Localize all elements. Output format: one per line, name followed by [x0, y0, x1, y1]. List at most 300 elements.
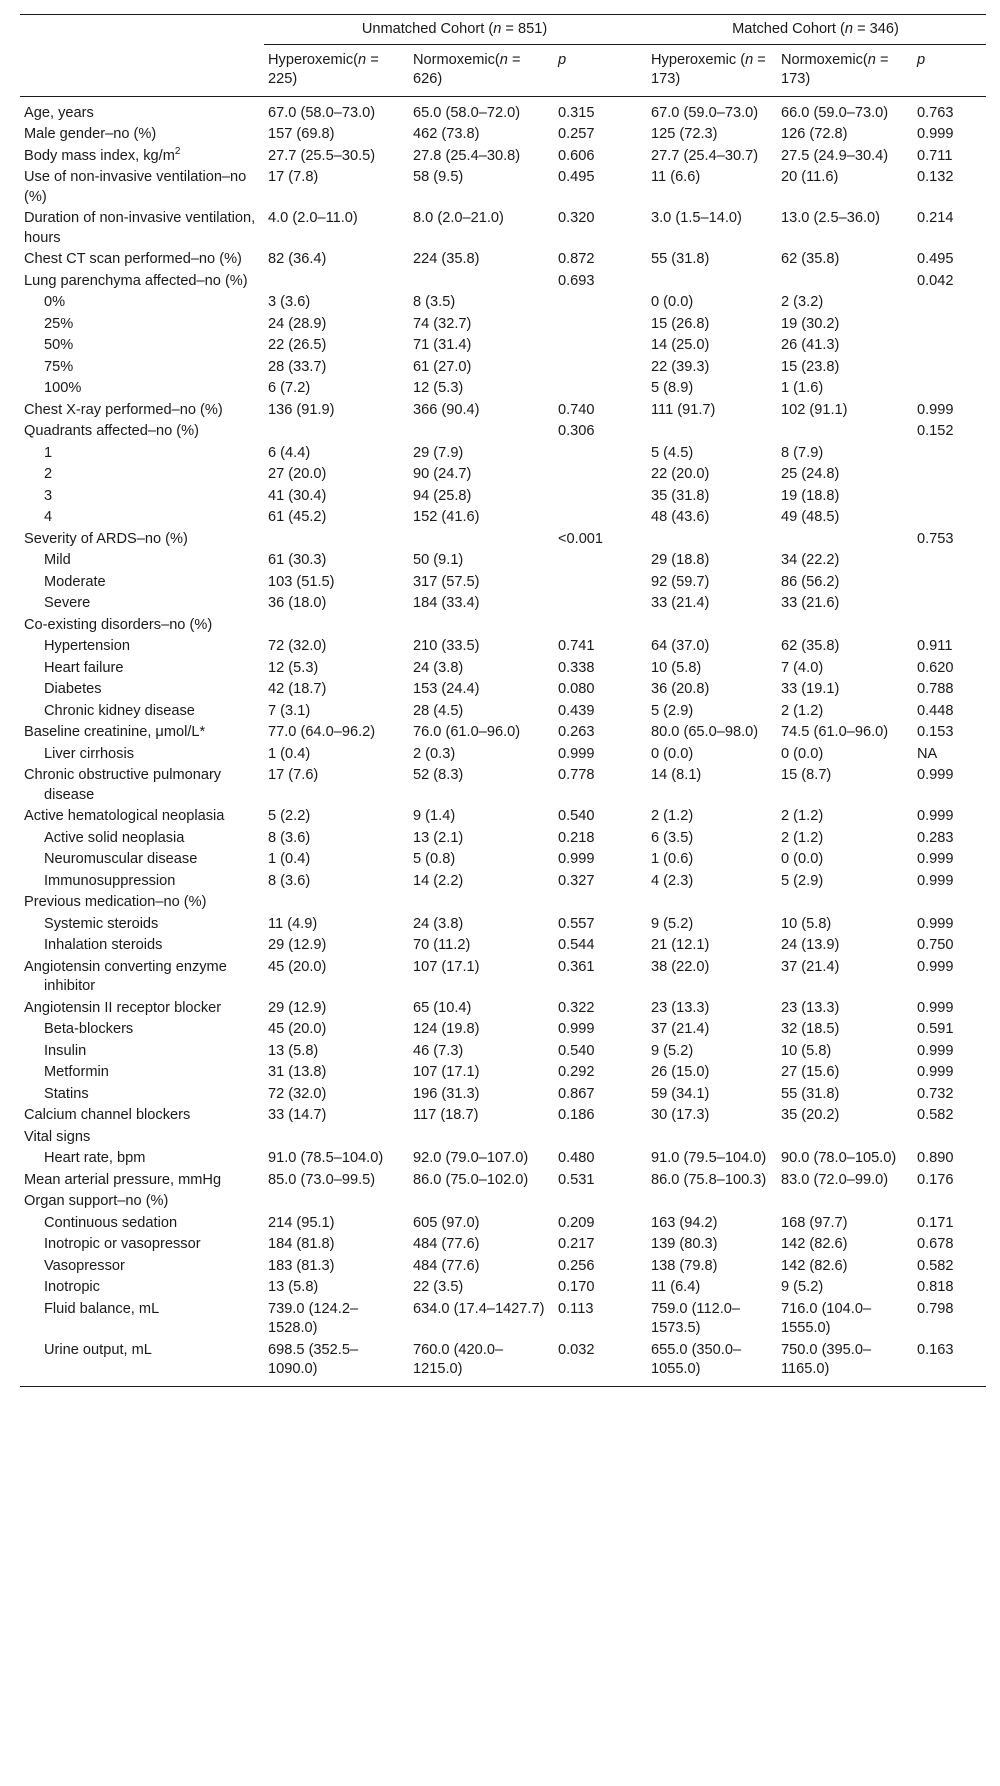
value-cell: 67.0 (59.0–73.0): [651, 104, 759, 121]
table-row: [20, 357, 986, 379]
value-cell: 0.171: [917, 1214, 954, 1231]
value-cell: 214 (95.1): [268, 1214, 335, 1231]
row-label-cell: [20, 1084, 264, 1106]
value-cell: 605 (97.0): [413, 1214, 480, 1231]
row-label: Vasopressor: [44, 1257, 125, 1274]
row-label: Heart failure: [44, 659, 124, 676]
row-label: Systemic steroids: [44, 915, 159, 932]
value-cell: 61 (30.3): [268, 552, 327, 568]
value-cell: 124 (19.8): [413, 1021, 480, 1037]
value-cell: [554, 464, 647, 486]
value-cell: [913, 378, 986, 400]
value-cell: [913, 593, 986, 615]
value-cell: 138 (79.8): [651, 1257, 718, 1274]
value-cell: 77.0 (64.0–96.2): [268, 724, 376, 740]
row-label: Duration of non-invasive ventilation, hours: [24, 210, 256, 246]
row-label-cell: [20, 292, 264, 314]
unmatched-n: n: [493, 21, 502, 37]
value-cell: 0.999: [917, 999, 954, 1016]
value-cell: 2 (1.2): [781, 829, 824, 846]
value-cell: 0.163: [917, 1341, 954, 1358]
value-cell: [913, 1127, 986, 1149]
row-label-cell: [20, 806, 264, 828]
row-label: Beta-blockers: [44, 1021, 134, 1037]
value-cell: [554, 292, 647, 314]
value-cell: 0.999: [917, 872, 954, 889]
row-label-cell: [20, 1105, 264, 1127]
row-label-cell: [20, 1041, 264, 1063]
value-cell: 1 (0.6): [651, 851, 694, 867]
value-cell: 0.152: [917, 423, 954, 439]
value-cell: 107 (17.1): [413, 1064, 480, 1080]
value-cell: 2 (1.2): [651, 808, 694, 824]
column-header-1: [409, 44, 554, 96]
value-cell: [913, 550, 986, 572]
row-label: Chest X-ray performed–no (%): [24, 401, 223, 418]
row-label-cell: [20, 378, 264, 400]
value-cell: 0.080: [558, 681, 595, 697]
column-header-2: [554, 44, 647, 96]
row-label-cell: [20, 1299, 264, 1340]
value-cell: 168 (97.7): [781, 1214, 848, 1231]
value-cell: [554, 550, 647, 572]
row-label-cell: [20, 314, 264, 336]
value-cell: 65 (10.4): [413, 999, 472, 1016]
value-cell: 23 (13.3): [651, 999, 710, 1016]
row-label: Fluid balance, mL: [44, 1300, 160, 1317]
column-header-0: [264, 44, 409, 96]
table-row: [20, 765, 986, 806]
table-row: [20, 615, 986, 637]
value-cell: 22 (3.5): [413, 1279, 464, 1295]
row-label-cell: [20, 271, 554, 293]
value-cell: 0.711: [917, 147, 953, 164]
row-label: Immunosuppression: [44, 872, 176, 889]
value-cell: 90 (24.7): [413, 466, 472, 482]
row-label: 4: [44, 509, 53, 525]
column-header-label: Hyperoxemic (: [651, 51, 746, 68]
column-header-5: [913, 44, 986, 96]
value-cell: [777, 615, 913, 637]
value-cell: 9 (5.2): [781, 1279, 824, 1295]
value-cell: [409, 421, 554, 443]
value-cell: 750.0 (395.0–1165.0): [781, 1341, 872, 1377]
value-cell: 2 (1.2): [781, 808, 824, 824]
value-cell: 21 (12.1): [651, 937, 710, 953]
value-cell: 55 (31.8): [651, 251, 710, 267]
table-row: [20, 1105, 986, 1127]
row-label-cell: [20, 124, 264, 146]
value-cell: 1 (0.4): [268, 851, 311, 867]
row-label: Chest CT scan performed–no (%): [24, 251, 242, 267]
value-cell: 31 (13.8): [268, 1064, 327, 1080]
value-cell: 5 (0.8): [413, 851, 456, 867]
row-label-cell: [20, 1256, 264, 1278]
value-cell: 10 (5.8): [781, 1042, 832, 1059]
row-label-cell: [20, 849, 264, 871]
row-label: Angiotensin converting enzyme inhibitor: [24, 958, 227, 994]
empty-header-cell: [20, 15, 264, 45]
value-cell: 29 (18.8): [651, 552, 710, 568]
value-cell: [409, 615, 554, 637]
column-header-italic: p: [917, 51, 926, 68]
value-cell: 0.750: [917, 937, 954, 953]
row-label: Liver cirrhosis: [44, 745, 135, 762]
row-label: Male gender–no (%): [24, 126, 157, 142]
value-cell: 19 (30.2): [781, 315, 840, 332]
row-label-cell: [20, 1277, 264, 1299]
table-row: [20, 124, 986, 146]
value-cell: 0.693: [558, 272, 595, 289]
value-cell: [647, 421, 777, 443]
row-label: Body mass index, kg/m: [24, 147, 175, 164]
value-cell: 9 (1.4): [413, 808, 456, 824]
value-cell: 0.495: [558, 169, 595, 185]
value-cell: 0.818: [917, 1279, 954, 1295]
value-cell: 1 (0.4): [268, 745, 311, 762]
value-cell: 655.0 (350.0–1055.0): [651, 1341, 742, 1377]
value-cell: 5 (8.9): [651, 380, 694, 396]
value-cell: 5 (4.5): [651, 444, 694, 461]
value-cell: 0.480: [558, 1150, 595, 1166]
table-row: [20, 1019, 986, 1041]
row-label: Co-existing disorders–no (%): [24, 616, 213, 633]
value-cell: 103 (51.5): [268, 573, 335, 590]
row-label: Inhalation steroids: [44, 937, 163, 953]
value-cell: 45 (20.0): [268, 1021, 327, 1037]
value-cell: 28 (33.7): [268, 358, 327, 375]
value-cell: 163 (94.2): [651, 1214, 718, 1231]
value-cell: 152 (41.6): [413, 509, 480, 525]
value-cell: 0.306: [558, 423, 595, 439]
value-cell: 33 (19.1): [781, 681, 840, 697]
table-row: [20, 849, 986, 871]
table-row: [20, 550, 986, 572]
column-header-italic: n: [358, 51, 367, 68]
value-cell: 32 (18.5): [781, 1021, 840, 1037]
value-cell: 92 (59.7): [651, 573, 710, 590]
row-label-cell: [20, 529, 264, 551]
value-cell: 153 (24.4): [413, 681, 480, 697]
value-cell: 42 (18.7): [268, 681, 327, 697]
unmatched-cohort-header: [264, 15, 647, 45]
row-label: Previous medication–no (%): [24, 894, 207, 910]
row-label: Calcium channel blockers: [24, 1107, 191, 1123]
value-cell: 22 (20.0): [651, 466, 710, 482]
table-row: [20, 378, 986, 400]
table-row: [20, 400, 986, 422]
matched-label: Matched Cohort (: [732, 21, 845, 37]
row-label: Hypertension: [44, 638, 130, 654]
column-header-label: Normoxemic(: [413, 51, 500, 68]
table-row: [20, 1256, 986, 1278]
value-cell: 0 (0.0): [651, 294, 694, 310]
value-cell: 0.999: [917, 915, 954, 932]
value-cell: 9 (5.2): [651, 915, 694, 932]
value-cell: 224 (35.8): [413, 251, 480, 267]
value-cell: 14 (25.0): [651, 337, 710, 353]
value-cell: 58 (9.5): [413, 169, 464, 185]
row-label-cell: [20, 998, 264, 1020]
value-cell: 27.5 (24.9–30.4): [781, 147, 889, 164]
value-cell: 0.911: [917, 638, 953, 654]
column-header-count: = 225): [268, 51, 379, 87]
value-cell: 92.0 (79.0–107.0): [413, 1150, 529, 1166]
value-cell: [554, 507, 647, 529]
value-cell: NA: [917, 745, 938, 762]
row-label-cell: [20, 1062, 264, 1084]
value-cell: 82 (36.4): [268, 251, 327, 267]
value-cell: 65.0 (58.0–72.0): [413, 104, 521, 121]
row-label: Neuromuscular disease: [44, 851, 198, 867]
value-cell: 0.999: [917, 767, 954, 783]
matched-cohort-header: [647, 15, 986, 45]
row-label-cell: [20, 1019, 264, 1041]
value-cell: 24 (3.8): [413, 915, 464, 932]
value-cell: 13 (5.8): [268, 1279, 319, 1295]
value-cell: [409, 1191, 554, 1213]
value-cell: 23 (13.3): [781, 999, 840, 1016]
value-cell: 70 (11.2): [413, 937, 471, 953]
value-cell: 0.292: [558, 1064, 595, 1080]
column-header-3: [647, 44, 777, 96]
value-cell: 5 (2.2): [268, 808, 311, 824]
value-cell: 0.214: [917, 210, 954, 226]
value-cell: [554, 335, 647, 357]
value-cell: 72 (32.0): [268, 1085, 327, 1102]
value-cell: 27.7 (25.5–30.5): [268, 147, 376, 164]
table-row: [20, 871, 986, 893]
table-row: [20, 1277, 986, 1299]
value-cell: 8.0 (2.0–21.0): [413, 210, 504, 226]
value-cell: 22 (26.5): [268, 337, 327, 353]
row-label: Mean arterial pressure, mmHg: [24, 1171, 222, 1188]
value-cell: 9 (5.2): [651, 1042, 694, 1059]
value-cell: 0.439: [558, 702, 595, 719]
value-cell: 29 (7.9): [413, 444, 464, 461]
value-cell: [913, 314, 986, 336]
row-label: Active hematological neoplasia: [24, 808, 225, 824]
row-label: Baseline creatinine, μmol/L*: [24, 724, 206, 740]
row-label-cell: [20, 464, 264, 486]
row-label: Inotropic: [44, 1279, 100, 1295]
value-cell: 0.032: [558, 1341, 595, 1358]
row-label-cell: [20, 507, 264, 529]
value-cell: 71 (31.4): [413, 337, 472, 353]
row-label-cell: [20, 892, 264, 914]
value-cell: 0.999: [917, 401, 954, 418]
column-header-italic: p: [558, 51, 567, 68]
value-cell: 91.0 (79.5–104.0): [651, 1150, 767, 1166]
row-label: Inotropic or vasopressor: [44, 1236, 201, 1252]
value-cell: [777, 1127, 913, 1149]
value-cell: 80.0 (65.0–98.0): [651, 724, 759, 740]
value-cell: 0.999: [558, 1021, 595, 1037]
value-cell: [554, 593, 647, 615]
column-header-row: [20, 44, 986, 96]
value-cell: 37 (21.4): [781, 958, 840, 975]
value-cell: 0.678: [917, 1236, 954, 1252]
value-cell: 13 (5.8): [268, 1042, 319, 1059]
value-cell: 33 (21.6): [781, 595, 840, 611]
value-cell: 0.890: [917, 1150, 954, 1166]
table-row: [20, 486, 986, 508]
value-cell: 10 (5.8): [781, 915, 832, 932]
value-cell: 196 (31.3): [413, 1085, 480, 1102]
value-cell: [554, 443, 647, 465]
value-cell: [554, 357, 647, 379]
value-cell: 0.778: [558, 767, 595, 783]
value-cell: 760.0 (420.0–1215.0): [413, 1341, 504, 1377]
row-label: Angiotensin II receptor blocker: [24, 999, 222, 1016]
value-cell: [647, 892, 777, 914]
value-cell: 0.999: [917, 1064, 954, 1080]
table-row: [20, 658, 986, 680]
value-cell: 15 (23.8): [781, 358, 840, 375]
value-cell: 0.999: [917, 1042, 954, 1059]
value-cell: 739.0 (124.2–1528.0): [268, 1300, 359, 1336]
value-cell: 0.544: [558, 937, 595, 953]
row-label: Statins: [44, 1085, 89, 1102]
table-row: [20, 167, 986, 208]
table-row: [20, 701, 986, 723]
value-cell: 6 (7.2): [268, 380, 311, 396]
table-row: [20, 314, 986, 336]
value-cell: 698.5 (352.5–1090.0): [268, 1341, 359, 1377]
table-row: [20, 722, 986, 744]
value-cell: 33 (21.4): [651, 595, 710, 611]
column-header-count: = 173): [781, 51, 889, 87]
table-row: [20, 744, 986, 766]
value-cell: [554, 1191, 647, 1213]
value-cell: 10 (5.8): [651, 659, 702, 676]
value-cell: 19 (18.8): [781, 487, 840, 504]
value-cell: [264, 529, 409, 551]
value-cell: 2 (0.3): [413, 745, 456, 762]
value-cell: <0.001: [558, 530, 604, 547]
value-cell: [777, 1191, 913, 1213]
row-label-cell: [20, 357, 264, 379]
value-cell: 0.531: [558, 1171, 595, 1188]
row-label-cell: [20, 572, 264, 594]
value-cell: [913, 443, 986, 465]
value-cell: 0.113: [558, 1300, 594, 1317]
row-label-cell: [20, 1234, 264, 1256]
value-cell: 24 (3.8): [413, 659, 464, 676]
value-cell: 17 (7.6): [268, 767, 319, 783]
table-row: [20, 1148, 986, 1170]
value-cell: 8 (7.9): [781, 444, 824, 461]
value-cell: 29 (12.9): [268, 999, 327, 1016]
value-cell: 74.5 (61.0–96.0): [781, 724, 889, 740]
empty-header-cell: [20, 44, 264, 96]
value-cell: [554, 615, 647, 637]
row-label-cell: [20, 400, 264, 422]
table-row: [20, 335, 986, 357]
value-cell: 8 (3.5): [413, 294, 456, 310]
row-label-cell: [20, 914, 264, 936]
row-label: Quadrants affected–no (%): [24, 423, 199, 439]
value-cell: 13.0 (2.5–36.0): [781, 210, 880, 226]
value-cell: 85.0 (73.0–99.5): [268, 1171, 376, 1188]
row-label-cell: [20, 1191, 264, 1213]
value-cell: 184 (33.4): [413, 595, 480, 611]
value-cell: [913, 486, 986, 508]
row-label-cell: [20, 1127, 264, 1149]
table-row: [20, 1340, 986, 1387]
table-body: [20, 96, 986, 1386]
value-cell: 86.0 (75.8–100.3): [651, 1171, 767, 1188]
table-row: [20, 935, 986, 957]
value-cell: [554, 1127, 647, 1149]
value-cell: 74 (32.7): [413, 315, 472, 332]
row-label-cell: [20, 636, 264, 658]
table-row: [20, 464, 986, 486]
table-row: [20, 998, 986, 1020]
value-cell: 125 (72.3): [651, 126, 718, 142]
value-cell: 0.132: [917, 169, 954, 185]
value-cell: 7 (3.1): [268, 702, 311, 719]
table-row: [20, 593, 986, 615]
value-cell: 0.186: [558, 1107, 595, 1123]
value-cell: 37 (21.4): [651, 1021, 710, 1037]
value-cell: 0.176: [917, 1171, 954, 1188]
value-cell: [264, 1191, 409, 1213]
value-cell: [554, 378, 647, 400]
value-cell: 45 (20.0): [268, 958, 327, 975]
value-cell: [647, 1191, 777, 1213]
table-row: [20, 443, 986, 465]
value-cell: 36 (18.0): [268, 595, 327, 611]
value-cell: 0.557: [558, 915, 595, 932]
value-cell: 22 (39.3): [651, 358, 710, 375]
row-label: Use of non-invasive ventilation–no (%): [24, 169, 247, 205]
table-row: [20, 507, 986, 529]
value-cell: 62 (35.8): [781, 251, 840, 267]
value-cell: 0.999: [558, 745, 595, 762]
row-label-cell: [20, 744, 264, 766]
value-cell: 67.0 (58.0–73.0): [268, 104, 376, 121]
row-label: Urine output, mL: [44, 1341, 152, 1358]
row-label-cell: [20, 679, 264, 701]
value-cell: 484 (77.6): [413, 1257, 480, 1274]
value-cell: 0.798: [917, 1300, 954, 1317]
value-cell: 59 (34.1): [651, 1085, 710, 1102]
row-label-cell: [20, 828, 264, 850]
value-cell: 6 (4.4): [268, 444, 311, 461]
value-cell: 27 (20.0): [268, 466, 327, 482]
value-cell: [913, 464, 986, 486]
value-cell: 0.256: [558, 1257, 595, 1274]
row-label-cell: [20, 1148, 264, 1170]
value-cell: 62 (35.8): [781, 638, 840, 654]
value-cell: 27.7 (25.4–30.7): [651, 147, 759, 164]
value-cell: 83.0 (72.0–99.0): [781, 1171, 889, 1188]
value-cell: 0.763: [917, 104, 954, 121]
value-cell: 61 (27.0): [413, 358, 472, 375]
row-label: 75%: [44, 358, 74, 375]
value-cell: 35 (20.2): [781, 1107, 840, 1123]
row-label: Severe: [44, 595, 91, 611]
value-cell: 759.0 (112.0–1573.5): [651, 1300, 740, 1336]
value-cell: 36 (20.8): [651, 681, 710, 697]
value-cell: 86.0 (75.0–102.0): [413, 1171, 529, 1188]
value-cell: [409, 892, 554, 914]
value-cell: [647, 1127, 777, 1149]
column-header-label: Normoxemic(: [781, 51, 868, 68]
value-cell: 0.218: [558, 829, 595, 846]
row-label: Moderate: [44, 573, 106, 590]
